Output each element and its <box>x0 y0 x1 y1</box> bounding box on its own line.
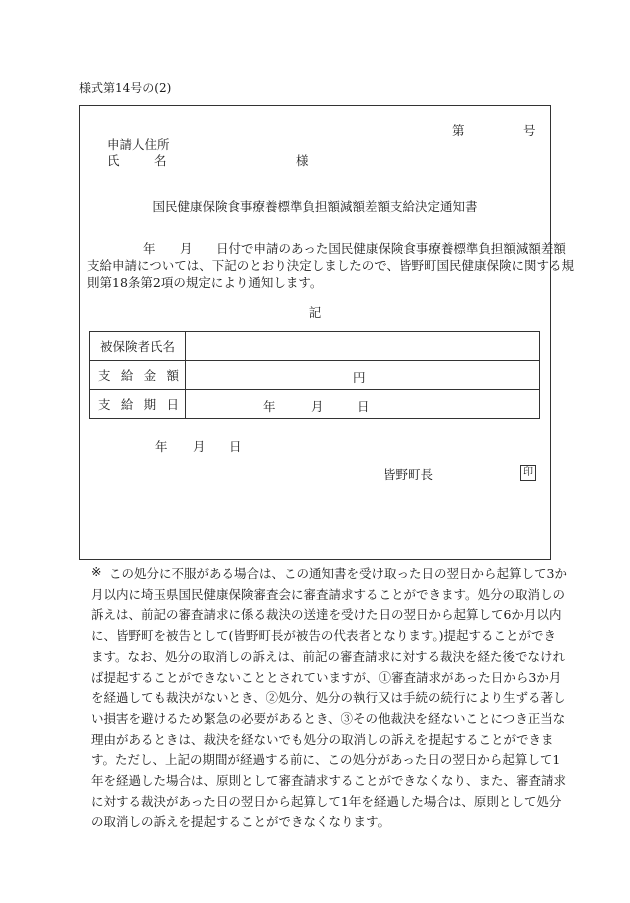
issue-date-year: 年 <box>155 439 168 454</box>
payment-date-day: 日 <box>357 399 370 414</box>
ki-heading: 記 <box>308 305 322 320</box>
yen-unit: 円 <box>353 370 366 385</box>
issue-date-day: 日 <box>229 439 242 454</box>
note-line: の取消しの訴えを提起することができなくなります。 <box>91 814 391 830</box>
note-line: ます。なお、処分の取消しの訴えは、前記の審査請求に対する裁決を経た後でなけれ <box>91 648 566 664</box>
seal-box: 印 <box>520 465 536 481</box>
applicant-address-label: 申請人住所 <box>107 137 170 152</box>
insured-name-value <box>186 332 540 361</box>
note-line: 理由があるときは、裁決を経ないでも処分の取消しの訴えを提起することができま <box>91 731 554 747</box>
issue-date-month: 月 <box>193 439 206 454</box>
details-table <box>89 331 540 419</box>
note-line: い損害を避けるため緊急の必要があるとき、③その他裁決を経ないことにつき正当な <box>91 710 566 726</box>
issuer-title: 皆野町長 <box>383 467 434 482</box>
insured-name-label: 被保険者氏名 <box>90 332 186 361</box>
payment-date-year: 年 <box>263 399 276 414</box>
note-line: 月以内に埼玉県国民健康保険審査会に審査請求することができます。処分の取消しの <box>91 586 566 602</box>
applicant-name-label-2: 名 <box>154 153 167 168</box>
payment-date-value <box>186 390 540 419</box>
body-date-year: 年 <box>143 241 156 256</box>
note-line: ば提起することができないこととされていますが、①審査請求があった日から3か月 <box>91 669 562 685</box>
appeal-notice <box>91 564 567 833</box>
table-row <box>90 390 540 419</box>
note-line: を経過しても裁決がないとき、②処分、処分の執行又は手続の続行により生ずる著し <box>91 690 566 706</box>
table-row <box>90 361 540 390</box>
form-number: 様式第14号の(2) <box>79 81 172 95</box>
table-row <box>90 332 540 361</box>
note-line: この処分に不服がある場合は、この通知書を受け取った日の翌日から起算して3か <box>109 566 567 581</box>
body-line-2: 支給申請については、下記のとおり決定しましたので、皆野町国民健康保険に関する規 <box>87 258 575 273</box>
applicant-name-label-1: 氏 <box>107 153 120 168</box>
document-title: 国民健康保険食事療養標準負担額減額差額支給決定通知書 <box>152 199 478 214</box>
payment-date-label: 支 給 期 日 <box>90 390 186 419</box>
note-line: 年を経過した場合は、原則として審査請求することができなくなり、また、審査請求 <box>91 773 567 789</box>
payment-amount-label: 支 給 金 額 <box>90 361 186 390</box>
payment-amount-value <box>186 361 540 390</box>
body-line-3: 則第18条第2項の規定により通知します。 <box>87 275 323 290</box>
note-line: 訴えは、前記の審査請求に係る裁決の送達を受けた日の翌日から起算して6か月以内 <box>91 607 562 623</box>
payment-date-month: 月 <box>311 399 324 414</box>
note-line: に対する裁決があった日の翌日から起算して1年を経過した場合は、原則として処分 <box>91 793 562 809</box>
body-date-month: 月 <box>180 241 193 256</box>
honorific: 様 <box>296 153 309 168</box>
note-line: に、皆野町を被告として(皆野町長が被告の代表者となります。)提起することができ <box>91 628 557 644</box>
note-line: す。ただし、上記の期間が経過する前に、この処分があった日の翌日から起算して1 <box>91 752 561 768</box>
document-number-suffix: 号 <box>523 123 536 138</box>
body-line-1: 日付で申請のあった国民健康保険食事療養標準負担額減額差額 <box>216 241 566 256</box>
note-mark: ※ <box>91 564 102 579</box>
document-number-prefix: 第 <box>452 123 465 138</box>
